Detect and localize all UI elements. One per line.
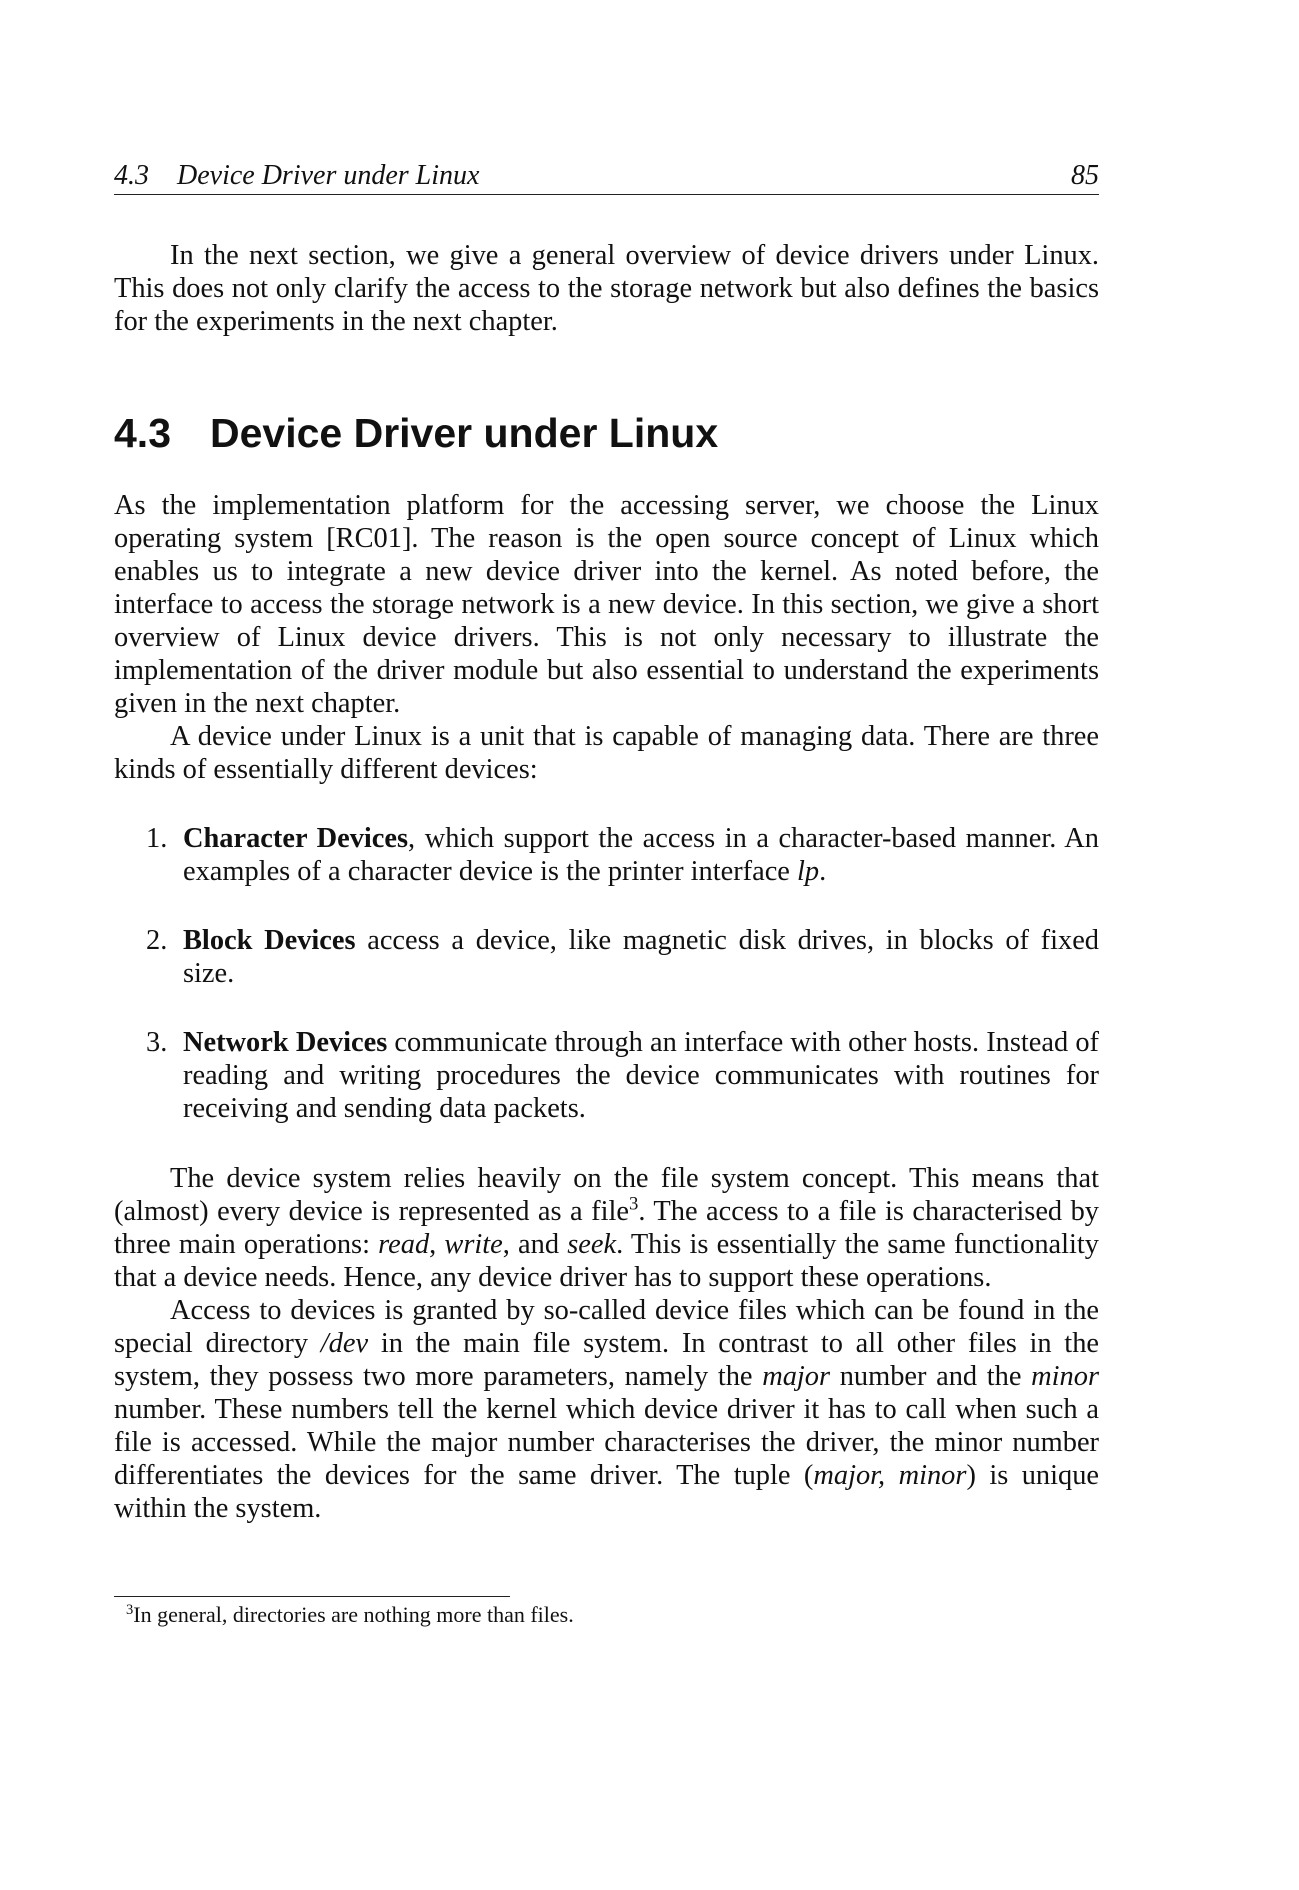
header-section-number: 4.3 (114, 160, 149, 191)
text-run: , (429, 1229, 445, 1260)
page (114, 0, 1099, 1890)
page-number: 85 (1071, 160, 1099, 191)
text-run: . The access to a file is characterised by three main operations: (114, 1196, 1099, 1260)
footnote (126, 1601, 1026, 1629)
paragraph-platform: As the implementation platform for the accessing server, we choose the Linux operating system [RC01]. The reason is the open source concept of Linux which enables us to integrate a new device driver into the kernel. As noted before, the interface to access the storage network is a new device. In this section, we give a short overview of Linux device drivers. This is not only necessary to illustrate the implementation of the driver module but also essential to understand the experiments given in the next chapter. (114, 490, 1099, 719)
text-run: Access to devices is granted by so-called device files which can be found in the special directory (114, 1295, 1099, 1359)
running-header (114, 158, 1099, 195)
term-minor: minor (1031, 1361, 1099, 1392)
paragraph-file-system (114, 1162, 1099, 1294)
file-system-text-block (114, 1162, 1099, 1525)
list-text: access a device, like magnetic disk drives, in blocks of fixed size. (183, 925, 1099, 989)
list-text-end: . (819, 856, 827, 887)
footnote-text: In general, directories are nothing more than files. (133, 1602, 574, 1627)
list-term: Block Devices (183, 925, 356, 956)
footnote-number: 3 (126, 1602, 134, 1619)
intro-text-block (114, 239, 1099, 338)
list-item-character-devices (114, 822, 1099, 888)
text-run: The device system relies heavily on the file system concept. This means that (almost) every device is represented as a file (114, 1163, 1099, 1227)
text-run: , and (502, 1229, 568, 1260)
section-title: Device Driver under Linux (210, 410, 719, 456)
section-body-text (114, 489, 1099, 786)
text-run: in the main file system. In contrast to all other files in the system, they possess two more parameters, namely the (114, 1328, 1099, 1392)
intro-paragraph: In the next section, we give a general overview of device drivers under Linux. This does not only clarify the access to the storage network but also defines the basics for the experiments in the next chapter. (114, 240, 1099, 337)
paragraph-device-files (114, 1294, 1099, 1525)
list-emphasis: lp (797, 856, 820, 887)
text-run: number. These numbers tell the kernel which device driver it has to call when such a file is accessed. While the major number characterises the driver, the minor number differentiates the devices for the same driver. The tuple ( (114, 1394, 1099, 1491)
list-marker: 2. (146, 925, 168, 956)
operation-seek: seek (567, 1229, 617, 1260)
paragraph-device-kinds: A device under Linux is a unit that is capable of managing data. There are three kinds of essentially different devices: (114, 721, 1099, 785)
operation-read: read (378, 1229, 430, 1260)
list-item-block-devices (114, 924, 1099, 990)
term-major: major (762, 1361, 831, 1392)
list-term: Network Devices (183, 1027, 388, 1058)
list-marker: 1. (146, 823, 168, 854)
list-item-network-devices (114, 1026, 1099, 1125)
text-run: number and the (830, 1361, 1032, 1392)
operation-write: write (444, 1229, 503, 1260)
header-section-title: Device Driver under Linux (177, 160, 480, 191)
footnote-divider (114, 1596, 510, 1597)
text-run: ) is unique within the system. (114, 1460, 1099, 1524)
text-run: . This is essentially the same functionality that a device needs. Hence, any device driver has to support these operations. (114, 1229, 1099, 1293)
section-number: 4.3 (114, 410, 171, 456)
device-type-list (114, 822, 1099, 1125)
term-tuple: major, minor (813, 1460, 967, 1491)
list-text: communicate through an interface with other hosts. Instead of reading and writing procedures the device communicates with routines for receiving and sending data packets. (183, 1027, 1100, 1124)
list-text: , which support the access in a character-based manner. An examples of a character device is the printer interface (183, 823, 1099, 887)
dev-directory: /dev (320, 1328, 369, 1359)
list-term: Character Devices (183, 823, 409, 854)
footnote-reference: 3 (628, 1193, 639, 1215)
list-marker: 3. (146, 1027, 168, 1058)
